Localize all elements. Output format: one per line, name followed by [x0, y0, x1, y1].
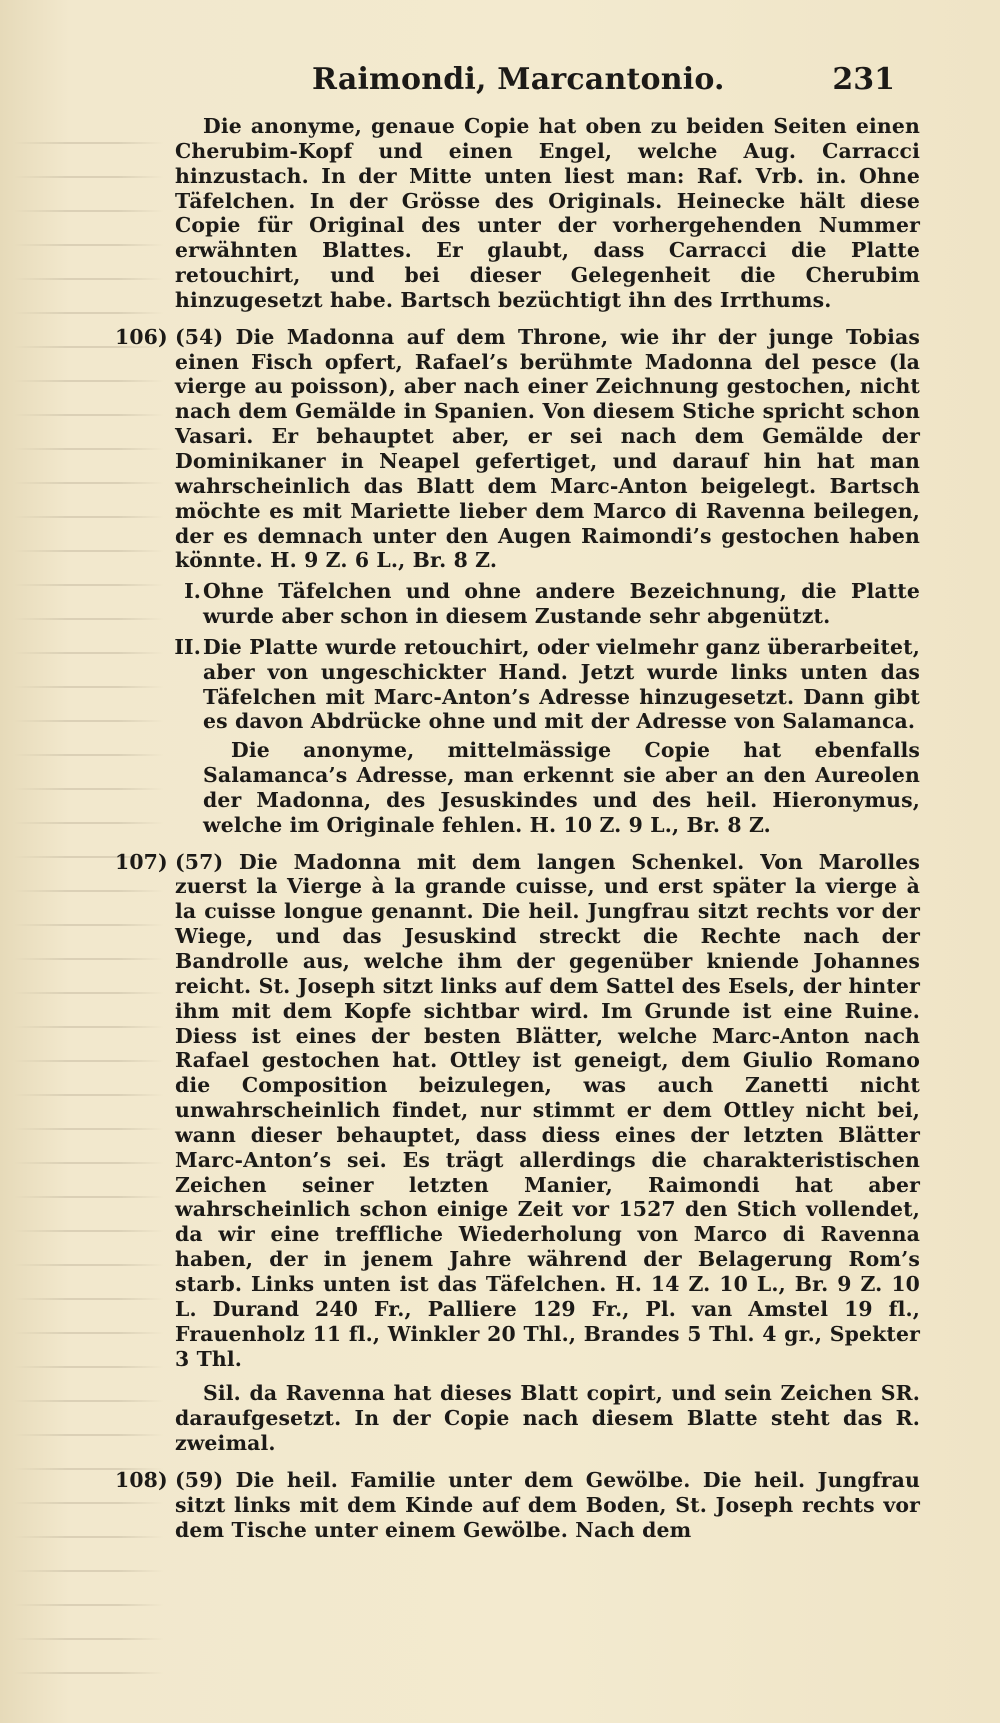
running-head: Raimondi, Marcantonio.	[312, 62, 725, 97]
entry-number: 107)	[115, 849, 168, 874]
page-header	[190, 62, 895, 102]
entry-text: (59) Die heil. Familie unter dem Gewölbe. Die heil. Jungfrau sitzt links mit dem Kinde auf dem Boden, St. Joseph rechts vor dem Tische unter einem Gewölbe. Nach dem	[175, 1467, 920, 1542]
state-number: II.	[174, 634, 201, 659]
state-number: I.	[184, 579, 201, 604]
catalogue-entry-106	[115, 325, 920, 573]
entry-number: 108)	[115, 1467, 168, 1492]
page-number: 231	[832, 62, 895, 97]
copy-note: Die anonyme, mittelmässige Copie hat ebenfalls Salamanca’s Adresse, man erkennt sie aber an den Aureolen der Madonna, des Jesuskindes und des heil. Hieronymus, welche im Originale fehlen. H. 10 Z. 9 L., Br. 8 Z.	[203, 738, 920, 837]
catalogue-entry-108	[115, 1468, 920, 1543]
catalogue-entry-107	[115, 850, 920, 1372]
intro-paragraph: Die anonyme, genaue Copie hat oben zu beiden Seiten einen Cherubim-Kopf und einen Engel, welche Aug. Carracci hinzustach. In der Mitte unten liest man: Raf. Vrb. in. Ohne Täfelchen. In der Grösse des Originals. Heinecke hält diese Copie für Original des unter der vorhergehenden Nummer erwähnten Blattes. Er glaubt, dass Carracci die Platte retouchirt, und bei dieser Gelegenheit die Cherubim hinzugesetzt habe. Bartsch bezüchtigt ihn des Irrthums.	[175, 114, 920, 312]
copy-note: Sil. da Ravenna hat dieses Blatt copirt, und sein Zeichen SR. daraufgesetzt. In der Copie nach diesem Blatte steht das R. zweimal.	[175, 1381, 920, 1456]
state-text: Ohne Täfelchen und ohne andere Bezeichnung, die Platte wurde aber schon in diesem Zustande sehr abgenützt.	[203, 579, 920, 629]
state-one	[115, 579, 920, 629]
entry-text: (54) Die Madonna auf dem Throne, wie ihr der junge Tobias einen Fisch opfert, Rafael’s berühmte Madonna del pesce (la vierge au poisson), aber nach einer Zeichnung gestochen, nicht nach dem Gemälde in Spanien. Von diesem Stiche spricht schon Vasari. Er behauptet aber, er sei nach dem Gemälde der Dominikaner in Neapel gefertiget, und darauf hin hat man wahrscheinlich das Blatt dem Marc-Anton beigelegt. Bartsch möchte es mit Mariette lieber dem Marco di Ravenna beilegen, der es demnach unter den Augen Raimondi’s gestochen haben könnte. H. 9 Z. 6 L., Br. 8 Z.	[175, 324, 920, 573]
page-text	[115, 114, 920, 1542]
entry-text: (57) Die Madonna mit dem langen Schenkel. Von Marolles zuerst la Vierge à la grande cuisse, und erst später la vierge à la cuisse longue genannt. Die heil. Jungfrau sitzt rechts vor der Wiege, und das Jesuskind streckt die Rechte nach der Bandrolle aus, welche ihm der gegenüber kniende Johannes reicht. St. Joseph sitzt links auf dem Sattel des Esels, der hinter ihm mit dem Kopfe sichtbar wird. Im Grunde ist eine Ruine. Diess ist eines der besten Blätter, welche Marc-Anton nach Rafael gestochen hat. Ottley ist geneigt, dem Giulio Romano die Composition beizulegen, was auch Zanetti nicht unwahrscheinlich findet, nur stimmt er dem Ottley nicht bei, wann dieser behauptet, dass diess eines der letzten Blätter Marc-Anton’s sei. Es trägt allerdings die charakteristischen Zeichen seiner letzten Manier, Raimondi hat aber wahrscheinlich schon einige Zeit vor 1527 den Stich vollendet, da wir eine treffliche Wiederholung von Marco di Ravenna haben, der in jenem Jahre während der Belagerung Rom’s starb. Links unten ist das Täfelchen. H. 14 Z. 10 L., Br. 9 Z. 10 L. Durand 240 Fr., Palliere 129 Fr., Pl. van Amstel 19 fl., Frauenholz 11 fl., Winkler 20 Thl., Brandes 5 Thl. 4 gr., Spekter 3 Thl.	[175, 849, 920, 1371]
state-two	[115, 635, 920, 734]
entry-number: 106)	[115, 324, 168, 349]
state-text: Die Platte wurde retouchirt, oder vielmehr ganz überarbeitet, aber von ungeschickter Hand. Jetzt wurde links unten das Täfelchen mit Marc-Anton’s Adresse hinzugesetzt. Dann gibt es davon Abdrücke ohne und mit der Adresse von Salamanca.	[203, 634, 920, 734]
